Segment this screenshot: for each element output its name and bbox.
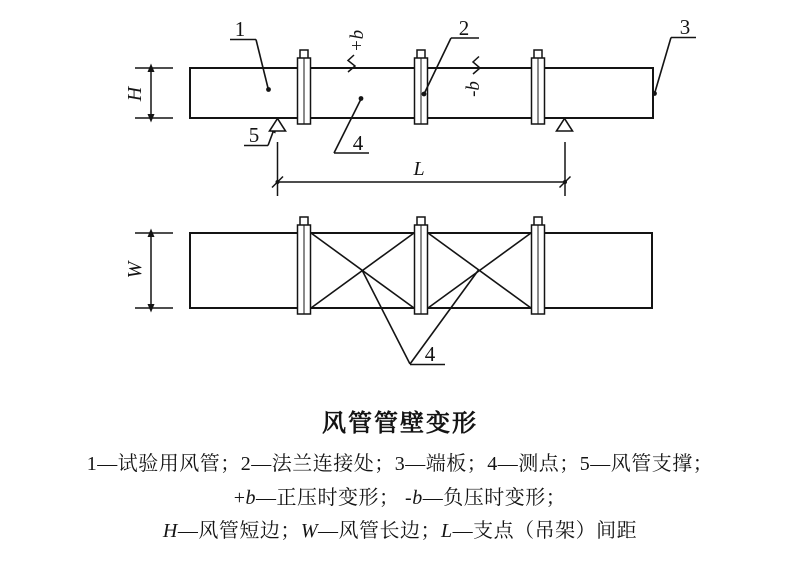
figure-title: 风管管壁变形 [322,411,478,437]
top-view [124,15,696,196]
legend-support-spacing-text: —支点（吊架）间距 [452,520,638,542]
plus-b-label: +b [347,29,368,53]
callout-1-leader [256,40,268,89]
break-mark-minus-b [473,57,480,75]
legend-h-var: H [162,520,178,542]
callout-1-label: 1 [234,17,246,41]
legend-b-var: b [412,487,423,509]
support-triangle-left [270,119,286,132]
callout-2-leader [425,38,452,93]
dim-h-label: H [124,86,146,102]
legend-b-var: b [245,487,257,509]
dim-l-dot-left [276,180,280,184]
flange-2-top-view [415,50,428,124]
legend-negative-deform-text: —负压时变形； [422,487,567,509]
legend-w-var: W [300,520,318,542]
minus-b-label: -b [463,81,484,97]
callout-4-top [334,96,369,153]
legend-l-var: L [441,520,453,542]
legend-callouts-text: 1—试验用风管；2—法兰连接处；3—端板；4—测点；5—风管支撑； [86,453,714,475]
callout-1 [230,40,271,92]
callout-2-dot [422,92,427,97]
callout-1-dot [266,87,271,92]
legend-line-2 [0,481,800,510]
callout-3-dot [652,91,657,96]
legend-line-1 [0,447,800,476]
callout-4-leader-left [362,270,410,364]
callout-3-label: 3 [679,15,691,39]
legend-line-3 [0,514,800,543]
dim-l-label: L [413,158,425,180]
bottom-view [124,217,652,366]
callout-4-bottom-label: 4 [424,342,436,366]
flange-2-bottom-view [415,217,428,314]
callout-3 [652,38,696,96]
callout-2-label: 2 [458,16,470,40]
dim-l-dot-right [563,180,567,184]
flange-3-top-view [532,50,545,124]
legend-plus-sign: + [233,487,246,509]
legend-minus-sign: - [405,487,413,509]
legend-long-side-text: —风管长边； [318,520,441,542]
measure-point-dot [359,96,364,101]
callout-4-top-label: 4 [352,131,364,155]
flange-1-top-view [298,50,311,124]
break-mark-plus-b [348,55,355,72]
legend-positive-deform-text: —正压时变形； [256,487,406,509]
flange-3-bottom-view [532,217,545,314]
callout-5-label: 5 [248,123,260,147]
support-triangle-right [557,119,573,132]
callout-3-leader [655,38,671,93]
legend-short-side-text: —风管短边； [177,520,301,542]
flange-1-bottom-view [298,217,311,314]
dim-w-label: W [124,261,146,279]
measure-cross-right [428,233,531,308]
